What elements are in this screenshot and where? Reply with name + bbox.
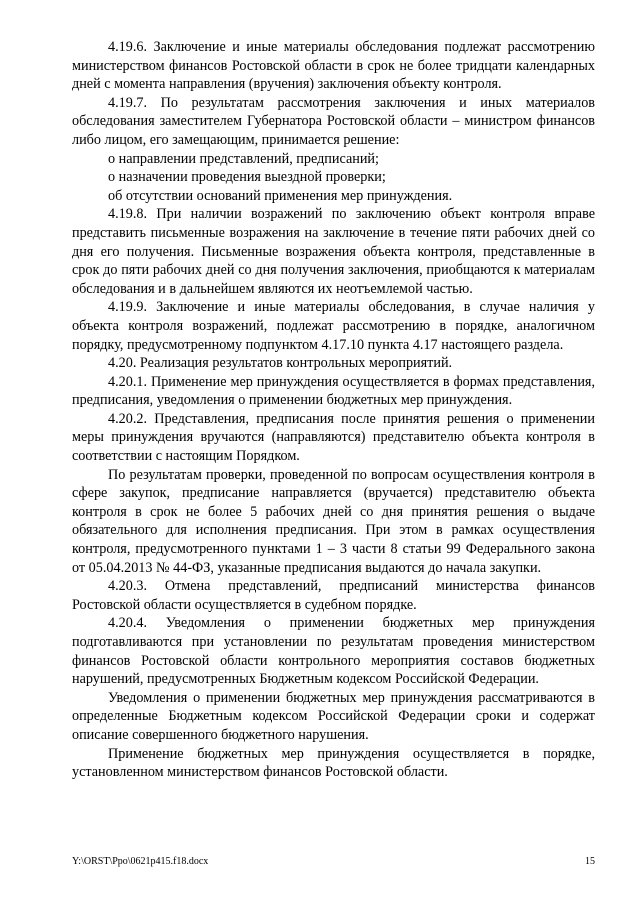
list-item-decision-2: о назначении проведения выездной проверки; bbox=[108, 169, 386, 186]
footer-file-path: Y:\ORST\Ppo\0621p415.f18.docx bbox=[72, 856, 209, 867]
paragraph-4-20-4: 4.20.4. Уведомления о применении бюджетных мер принуждения подготавливаются при установлении по результатам проведения министерством финансов Ростовской области контрольного мероприятия составов бюджетных нарушений, предусмотренных Бюджетным кодексом Российской Федерации. bbox=[72, 615, 595, 688]
list-item-decision-1: о направлении представлений, предписаний; bbox=[108, 150, 379, 167]
paragraph-4-19-8: 4.19.8. При наличии возражений по заключению объект контроля вправе представить письменные возражения на заключение в течение пяти рабочих дней со дня его получения. Письменные возражения объекта контроля, представленные в срок до пяти рабочих дней со дня получения заключения, приобщаются к материалам обследования и в дальнейшем являются их неотъемлемой частью. bbox=[72, 206, 595, 297]
paragraph-4-19-9: 4.19.9. Заключение и иные материалы обследования, в случае наличия у объекта контроля возражений, подлежат рассмотрению в порядке, аналогичном порядку, предусмотренному подпунктом 4.17.10 пункта 4.17 настоящего раздела. bbox=[72, 299, 595, 353]
list-item-decision-3: об отсутствии оснований применения мер принуждения. bbox=[108, 187, 453, 204]
paragraph-notifications: Уведомления о применении бюджетных мер принуждения рассматриваются в определенные Бюджетным кодексом Российской Федерации сроки и содержат описание совершенного бюджетного нарушения. bbox=[72, 689, 595, 743]
paragraph-4-20: 4.20. Реализация результатов контрольных мероприятий. bbox=[108, 355, 453, 372]
paragraph-4-20-3: 4.20.3. Отмена представлений, предписаний министерства финансов Ростовской области осуществляется в судебном порядке. bbox=[72, 578, 595, 613]
paragraph-application-measures: Применение бюджетных мер принуждения осуществляется в порядке, установленном министерством финансов Ростовской области. bbox=[72, 745, 595, 781]
paragraph-procurement-control: По результатам проверки, проведенной по вопросам осуществления контроля в сфере закупок, предписание направляется (вручается) представителю объекта контроля в срок не более 5 рабочих дней со дня принятия решения о выдаче обязательного для исполнения предписания. При этом в рамках осуществления контроля, предусмотренного пунктами 1 – 3 части 8 статьи 99 Федерального закона от 05.04.2013 № 44-ФЗ, указанные предписания выдаются до начала закупки. bbox=[72, 466, 595, 576]
paragraph-4-20-1: 4.20.1. Применение мер принуждения осуществляется в формах представления, предписания, уведомления о применении бюджетных мер принуждения. bbox=[72, 373, 595, 409]
page-number: 15 bbox=[585, 856, 595, 867]
paragraph-4-19-7: 4.19.7. По результатам рассмотрения заключения и иных материалов обследования заместителем Губернатора Ростовской области – министром финансов либо лицом, его замещающим, принимается решение: bbox=[72, 94, 595, 148]
page-footer bbox=[72, 855, 595, 869]
document-page bbox=[72, 38, 595, 782]
paragraph-4-19-6: 4.19.6. Заключение и иные материалы обследования подлежат рассмотрению министерством финансов Ростовской области в срок не более тридцати календарных дней с момента направления (вручения) заключения объекту контроля. bbox=[72, 39, 595, 93]
paragraph-4-20-2: 4.20.2. Представления, предписания после принятия решения о применении меры принуждения вручаются (направляются) представителю объекта контроля в соответствии с настоящим Порядком. bbox=[72, 410, 595, 465]
